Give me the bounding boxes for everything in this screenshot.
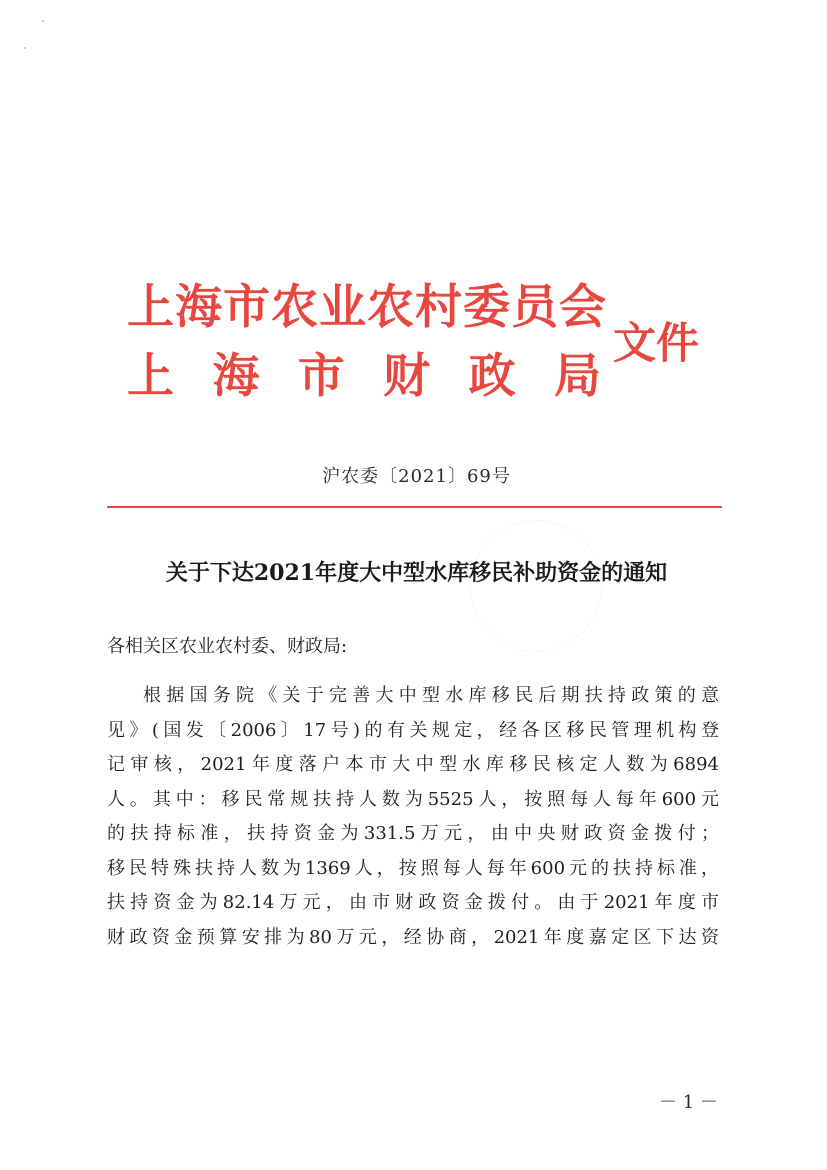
red-divider-line xyxy=(107,506,722,508)
document-title: 关于下达2021年度大中型水库移民补助资金的通知 xyxy=(165,560,668,586)
issuer-line-2-char: 政 xyxy=(468,349,516,404)
body-line: 的扶持标准，扶持资金为331.5万元，由中央财政资金拨付； xyxy=(107,823,719,844)
salutation: 各相关区农业农村委、财政局: xyxy=(107,636,348,657)
scan-speck xyxy=(42,20,44,22)
issuer-line-2-char: 市 xyxy=(297,349,345,404)
issuer-line-1: 上海市农业农村委员会 xyxy=(127,280,607,335)
issuer-line-2-char: 上 xyxy=(127,349,174,404)
body-line: 记审核，2021年度落户本市大中型水库移民核定人数为6894 xyxy=(107,754,719,775)
scan-speck xyxy=(24,47,26,49)
issuer-line-2-char: 局 xyxy=(553,349,601,404)
body-line: 财政资金预算安排为80万元，经协商，2021年度嘉定区下达资 xyxy=(107,926,719,948)
body-text xyxy=(107,686,719,962)
body-line: 扶持资金为82.14万元，由市财政资金拨付。由于2021年度市 xyxy=(107,892,719,913)
document-type-label: 文件 xyxy=(613,319,699,369)
body-line: 见》(国发〔2006〕17号)的有关规定，经各区移民管理机构登 xyxy=(107,719,719,741)
body-line: 人。其中：移民常规扶持人数为5525人，按照每人每年600元 xyxy=(107,788,719,810)
body-line: 移民特殊扶持人数为1369人，按照每人每年600元的扶持标准， xyxy=(107,857,719,879)
faint-seal-trace xyxy=(470,520,602,652)
issuer-line-2-char: 财 xyxy=(383,349,431,404)
page-number: － 1 － xyxy=(659,1092,718,1113)
document-number: 沪农委〔2021〕69号 xyxy=(322,466,511,487)
issuer-line-2-char: 海 xyxy=(212,349,260,404)
body-line: 根据国务院《关于完善大中型水库移民后期扶持政策的意 xyxy=(143,685,719,706)
issuer-line-2 xyxy=(127,349,601,404)
